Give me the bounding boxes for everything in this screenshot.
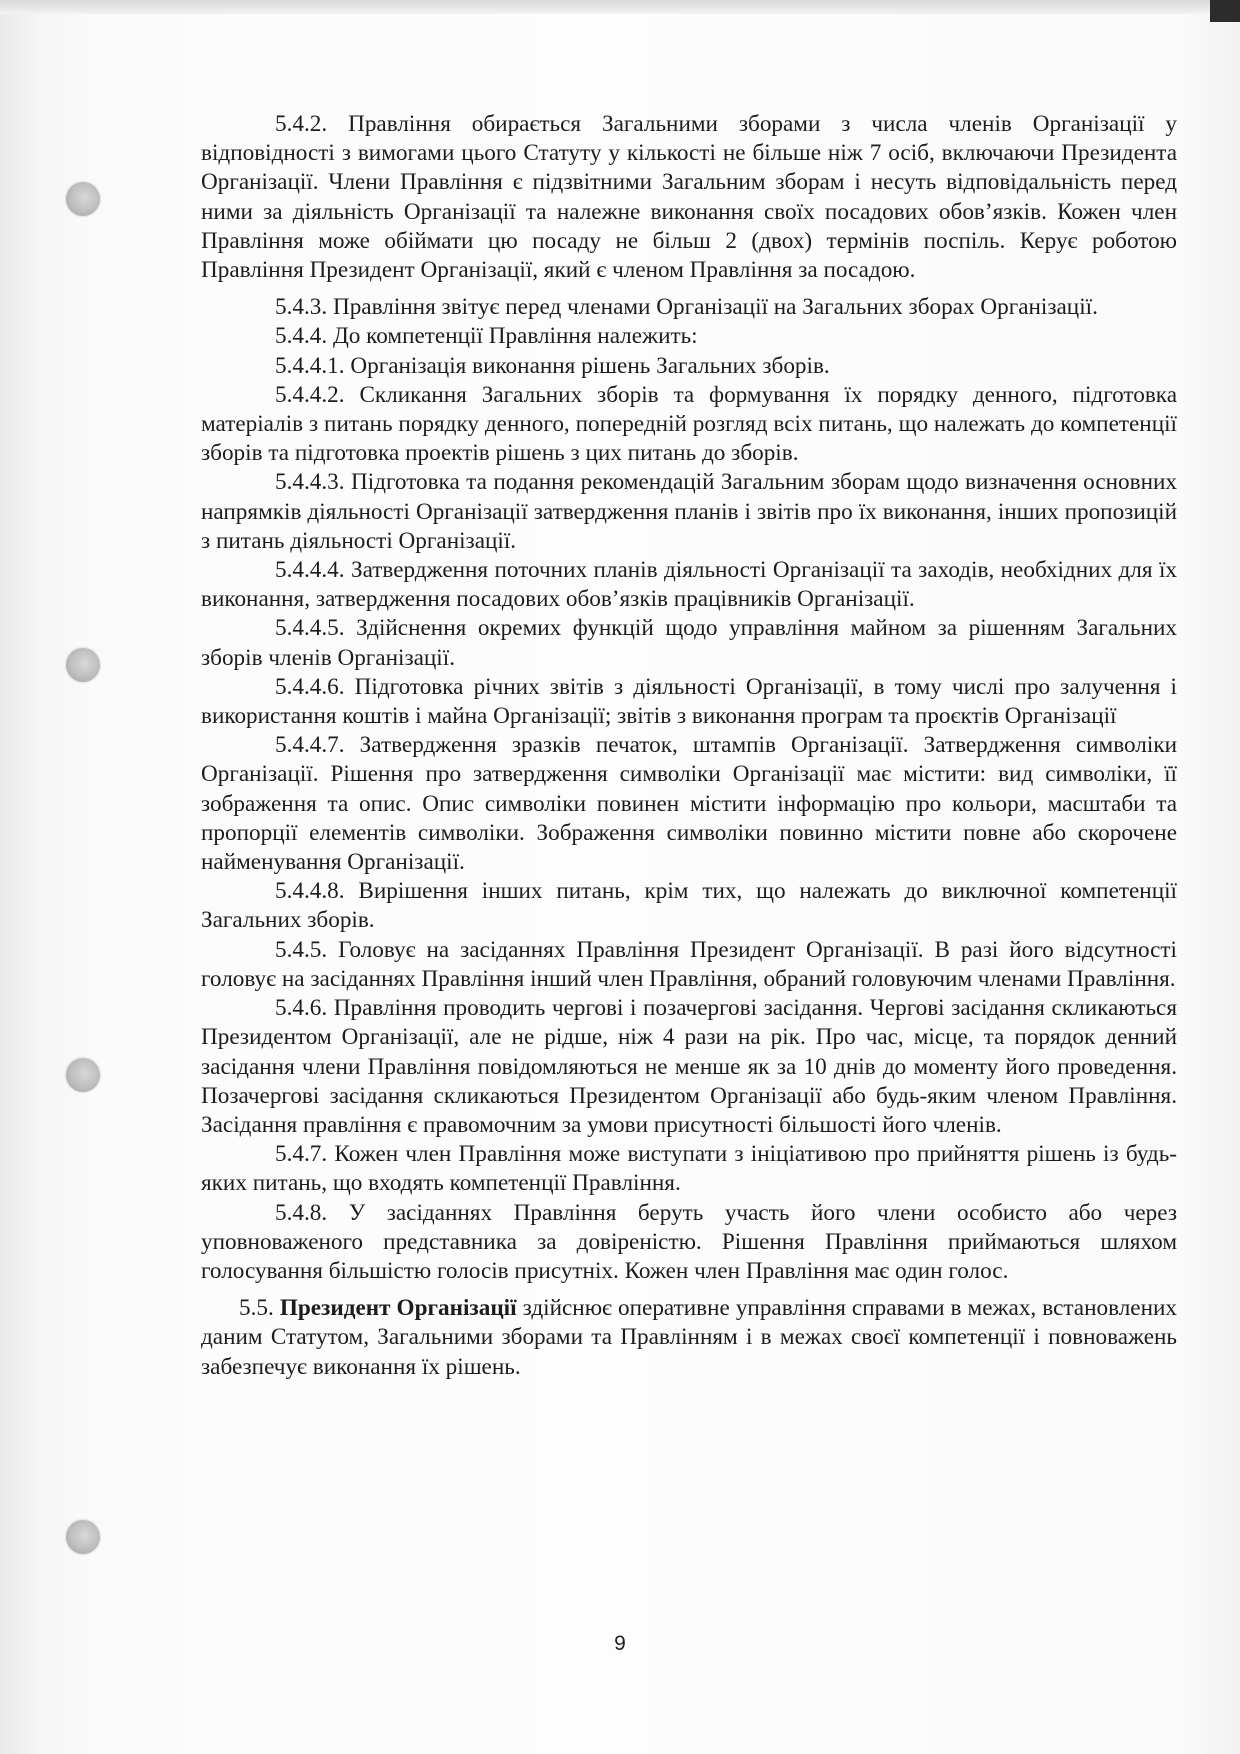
paragraph-5-4-5: 5.4.5. Головує на засіданнях Правління Президент Організації. В разі його відсутності головує на засіданнях Правління інший член Правління, обраний головуючим членами Правління. bbox=[201, 936, 1177, 992]
paragraph-5-4-8: 5.4.8. У засіданнях Правління беруть участь його члени особисто або через уповноваженого представника за довіреністю. Рішення Правління приймаються шляхом голосування більшістю голосів присутніх. Кожен член Правління має один голос. bbox=[201, 1199, 1177, 1284]
paragraph-5-4-4-6: 5.4.4.6. Підготовка річних звітів з діяльності Організації, в тому числі про залучення і використання коштів і майна Організації; звітів з виконання програм та проєктів Організації bbox=[201, 673, 1177, 730]
paragraph-5-4-4-5: 5.4.4.5. Здійснення окремих функцій щодо управління майном за рішенням Загальних зборів членів Організації. bbox=[201, 615, 1177, 671]
paragraph-5-4-2: 5.4.2. Правління обирається Загальними зборами з числа членів Організації у відповідності з вимогами цього Статуту у кількості не більше ніж 7 осіб, включаючи Президента Організації. Члени Правління є підзвітними Загальним зборам і несуть відповідальність перед ними за діяльність Організації та належне виконання своїх посадових обов’язків. Кожен член Правління може обіймати цю посаду не більш 2 (двох) термінів поспіль. Керує роботою Правління Президент Організації, який є членом Правління за посадою. bbox=[201, 111, 1177, 284]
paragraph-5-4-4-4: 5.4.4.4. Затвердження поточних планів діяльності Організації та заходів, необхідних для їх виконання, затвердження посадових обов’язків працівників Організації. bbox=[201, 557, 1177, 613]
paragraph-5-4-6: 5.4.6. Правління проводить чергові і позачергові засідання. Чергові засідання скликаються Президентом Організації, але не рідше, ніж 4 рази на рік. Про час, місце, та порядок денний засідання члени Правління повідомляються не менше як за 10 днів до моменту його проведення. Позачергові засідання скликаються Президентом Організації або будь-яким членом Правління. Засідання правління є правомочним за умови присутності більшості його членів. bbox=[201, 995, 1177, 1138]
document-body bbox=[201, 110, 1177, 1382]
binder-hole bbox=[66, 182, 100, 216]
paragraph-5-4-4-7: 5.4.4.7. Затвердження зразків печаток, штампів Організації. Затвердження символіки Організації. Рішення про затвердження символіки Організації має містити: вид символіки, її зображення та опис. Опис символіки повинен містити інформацію про кольори, масштаби та пропорції елементів символіки. Зображення символіки повинно містити повне або скорочене найменування Організації. bbox=[201, 732, 1177, 876]
scan-corner-mark bbox=[1210, 0, 1240, 22]
paragraph-5-5-number: 5.5. bbox=[239, 1295, 274, 1322]
paragraph-5-5-text: здійснює оперативне управління справами в межах, встановлених даним Статутом, Загальними зборами та Правлінням і в межах своєї компетенції і повноважень забезпечує виконання їх рішень. bbox=[201, 1295, 1177, 1380]
paragraph-5-4-3: 5.4.3. Правління звітує перед членами Організації на Загальних зборах Організації. bbox=[275, 294, 1098, 321]
binder-hole bbox=[66, 1520, 100, 1554]
paragraph-5-4-4-2: 5.4.4.2. Скликання Загальних зборів та формування їх порядку денного, підготовка матеріалів з питань порядку денного, попередній розгляд всіх питань, що належать до компетенції зборів та підготовка проектів рішень з цих питань до зборів. bbox=[201, 381, 1177, 467]
paragraph-5-4-4-8: 5.4.4.8. Вирішення інших питань, крім тих, що належать до виключної компетенції Загальних зборів. bbox=[201, 878, 1177, 934]
paragraph-5-5 bbox=[201, 1294, 1177, 1382]
paragraph-5-5-heading: Президент Організації bbox=[279, 1295, 517, 1322]
binder-hole bbox=[66, 648, 100, 682]
page-top-edge bbox=[0, 0, 1240, 14]
binder-hole bbox=[66, 1058, 100, 1092]
paragraph-5-4-4-1: 5.4.4.1. Організація виконання рішень Загальних зборів. bbox=[275, 352, 830, 379]
paragraph-5-4-7: 5.4.7. Кожен член Правління може виступати з ініціативою про прийняття рішень із будь-яких питань, що входять компетенції Правління. bbox=[201, 1141, 1177, 1197]
paragraph-5-4-4: 5.4.4. До компетенції Правління належить: bbox=[275, 323, 698, 350]
page-number: 9 bbox=[614, 1632, 626, 1655]
paragraph-5-4-4-3: 5.4.4.3. Підготовка та подання рекомендацій Загальним зборам щодо визначення основних напрямків діяльності Організації затвердження планів і звітів про їх виконання, інших пропозицій з питань діяльності Організації. bbox=[201, 469, 1177, 554]
